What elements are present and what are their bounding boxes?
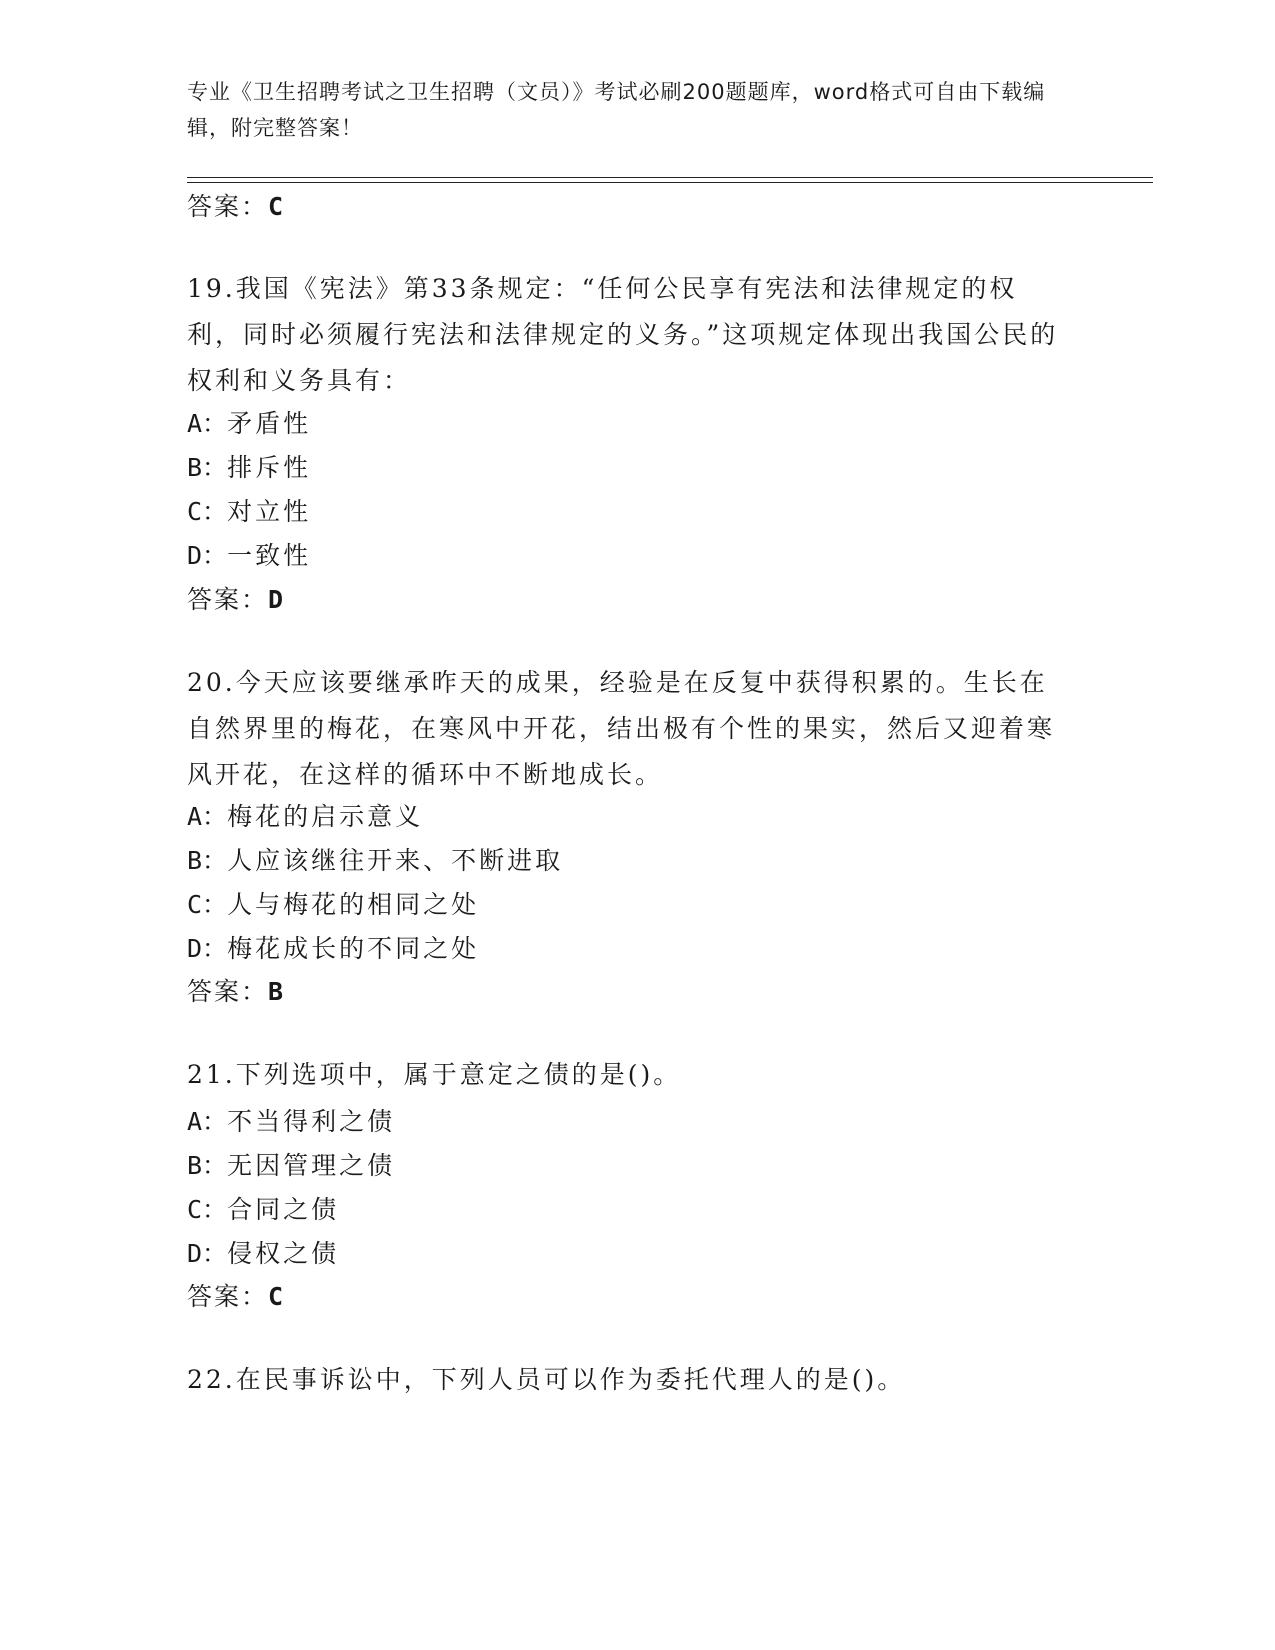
option-text: 梅花成长的不同之处	[227, 934, 480, 963]
question-text: 21.下列选项中，属于意定之债的是()。	[187, 1060, 682, 1089]
option-key: B：	[187, 1151, 228, 1180]
option-key: A：	[187, 409, 228, 438]
header-divider-bottom	[187, 182, 1153, 183]
answer-value: D	[268, 585, 286, 614]
option-key: C：	[187, 890, 228, 919]
document-header: 专业《卫生招聘考试之卫生招聘（文员）》考试必刷200题题库，word格式可自由下载编辑，附完整答案！	[187, 80, 1046, 140]
option-item	[187, 492, 311, 528]
question-text: 22.在民事诉讼中，下列人员可以作为委托代理人的是()。	[187, 1365, 906, 1394]
answer-label: 答案：	[187, 977, 269, 1006]
header-divider-top	[187, 177, 1153, 178]
option-text: 矛盾性	[227, 409, 312, 438]
option-text: 梅花的启示意义	[227, 802, 424, 831]
question-text: 20.今天应该要继承昨天的成果，经验是在反复中获得积累的。生长在自然界里的梅花，在寒风中开花，结出极有个性的果实，然后又迎着寒风开花，在这样的循环中不断地成长。	[187, 668, 1056, 789]
option-text: 一致性	[227, 541, 312, 570]
option-item	[187, 797, 423, 833]
answer-value: C	[268, 1282, 286, 1311]
option-text: 人与梅花的相同之处	[227, 890, 480, 919]
answer-value: B	[268, 977, 286, 1006]
option-key: B：	[187, 453, 228, 482]
option-text: 排斥性	[227, 453, 312, 482]
option-key: A：	[187, 802, 228, 831]
option-key: D：	[187, 934, 228, 963]
option-text: 合同之债	[227, 1195, 340, 1224]
answer-label: 答案：	[187, 585, 269, 614]
option-item	[187, 448, 311, 484]
question-text: 19.我国《宪法》第33条规定：“任何公民享有宪法和法律规定的权利，同时必须履行宪法和法律规定的义务。”这项规定体现出我国公民的权利和义务具有：	[187, 274, 1059, 395]
option-text: 无因管理之债	[227, 1151, 396, 1180]
answer-line	[187, 972, 285, 1008]
option-text: 侵权之债	[227, 1239, 340, 1268]
option-key: B：	[187, 846, 228, 875]
answer-line	[187, 1277, 285, 1313]
answer-label: 答案：	[187, 1282, 269, 1311]
option-key: D：	[187, 541, 228, 570]
option-item	[187, 536, 311, 572]
option-text: 人应该继往开来、不断进取	[227, 846, 564, 875]
answer-line	[187, 187, 285, 223]
answer-line	[187, 580, 285, 616]
option-text: 不当得利之债	[227, 1107, 396, 1136]
option-key: C：	[187, 1195, 228, 1224]
option-item	[187, 1190, 339, 1226]
option-key: A：	[187, 1107, 228, 1136]
option-item	[187, 929, 479, 965]
option-item	[187, 404, 311, 440]
answer-label: 答案：	[187, 192, 269, 221]
answer-value: C	[268, 192, 286, 221]
option-item	[187, 885, 479, 921]
option-text: 对立性	[227, 497, 312, 526]
option-key: C：	[187, 497, 228, 526]
option-key: D：	[187, 1239, 228, 1268]
option-item	[187, 1102, 395, 1138]
option-item	[187, 1146, 395, 1182]
option-item	[187, 1234, 339, 1270]
option-item	[187, 841, 563, 877]
